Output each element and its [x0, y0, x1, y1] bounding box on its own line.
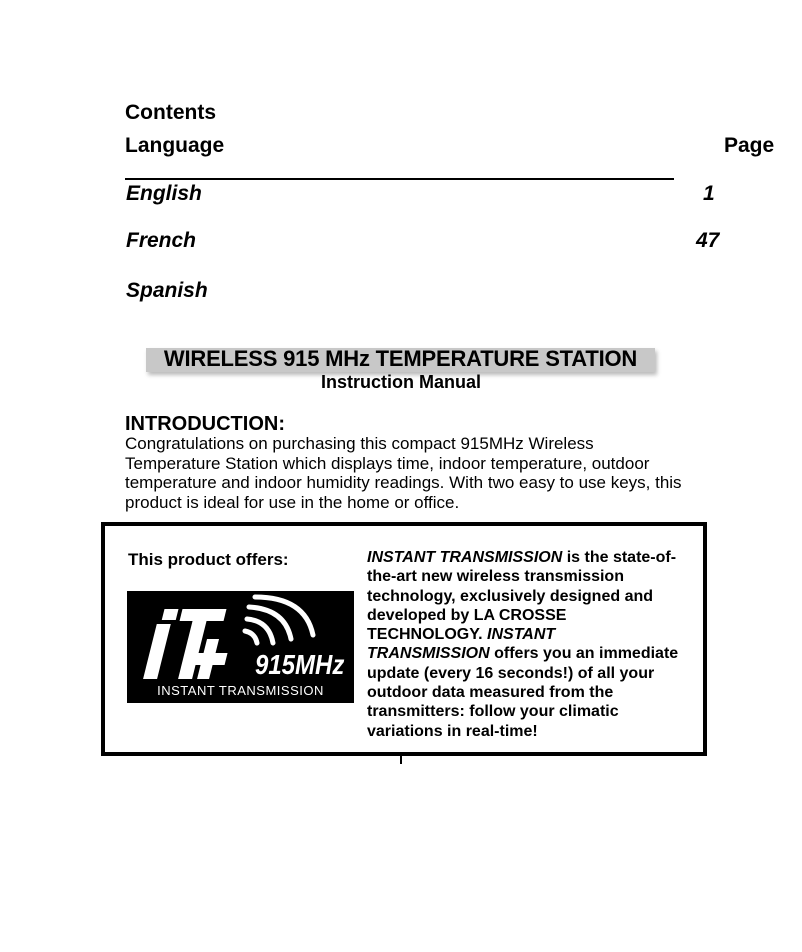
- page-marker: [400, 752, 402, 764]
- manual-subtitle: Instruction Manual: [320, 372, 481, 392]
- toc-entry-french[interactable]: French: [126, 229, 197, 252]
- introduction-heading: INTRODUCTION:: [125, 413, 285, 435]
- offer-text-part-2: is the state-of-the-art new wireless transmission technology, exclusively designed and developed by LA CROSSE TECHNOLOGY.: [367, 549, 677, 644]
- logo-caption: INSTANT TRANSMISSION: [157, 683, 324, 698]
- offer-text-part-3: INSTANT TRANSMISSION: [367, 626, 556, 663]
- offer-label: This product offers:: [128, 550, 289, 569]
- page-column-header: Page: [724, 134, 775, 157]
- svg-text:915MHz: 915MHz: [255, 650, 345, 681]
- contents-title: Contents: [125, 101, 216, 124]
- instant-transmission-logo: [127, 591, 354, 703]
- toc-page-english: 1: [703, 182, 715, 205]
- toc-page-french: 47: [696, 229, 720, 252]
- manual-title: WIRELESS 915 MHz TEMPERATURE STATION: [163, 346, 638, 371]
- contents-divider: [125, 178, 674, 180]
- toc-entry-spanish[interactable]: Spanish: [126, 279, 208, 302]
- offer-text-part-1: INSTANT TRANSMISSION: [367, 549, 563, 566]
- introduction-body: Congratulations on purchasing this compact 915MHz Wireless Temperature Station which displays time, indoor temperature, outdoor temperature and indoor humidity readings. With two easy to use keys, this product is ideal for use in the home or office.: [125, 434, 682, 512]
- language-column-header: Language: [125, 134, 225, 157]
- toc-entry-english[interactable]: English: [126, 182, 202, 205]
- offer-text-part-4: offers you an immediate update (every 16 seconds!) of all your outdoor data measured from the transmitters: follow your climatic variations in real-time!: [367, 645, 679, 740]
- offer-description: [367, 548, 682, 741]
